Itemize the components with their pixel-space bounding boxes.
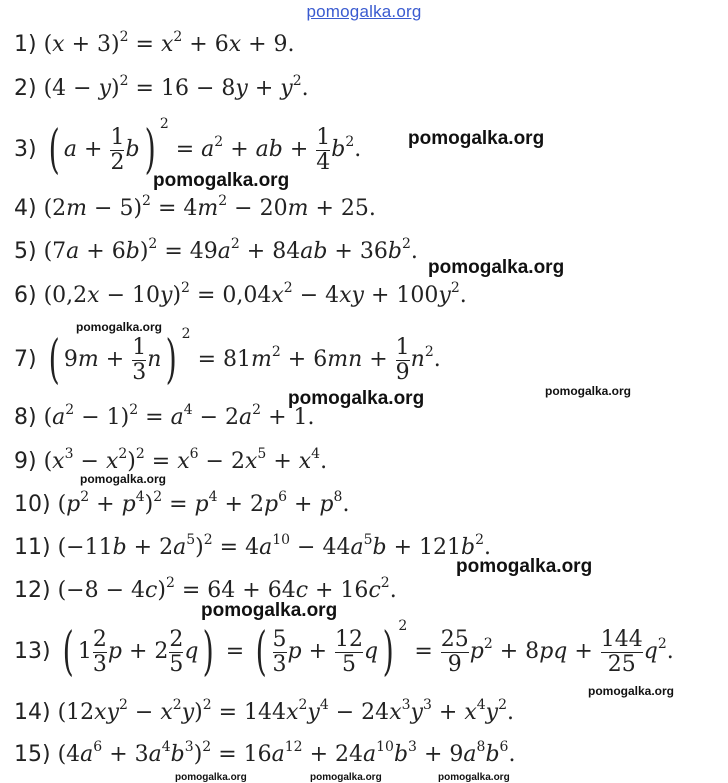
equation-7: 7) ( 9m + $\frac{1}{3}$ n) $^2 = 81m^2 + 6mn$ + $\frac{1}{9}$ $n^2$. bbox=[14, 326, 441, 390]
watermark: pomogalka.org bbox=[288, 388, 425, 409]
watermark: pomogalka.org bbox=[545, 384, 632, 398]
watermark: pomogalka.org bbox=[456, 556, 593, 577]
watermark: pomogalka.org bbox=[408, 128, 545, 149]
equation-10: 10) $(p^2 + p^4)^2 = p^4 + 2p^6 + p^8$. bbox=[14, 489, 350, 517]
equation-12: 12) $(-8 - 4c)^2 = 64 + 64c + 16c^2$. bbox=[14, 575, 397, 603]
equation-9: 9) $(x^3 - x^2)^2 = x^6 - 2x^5 + x^4$. bbox=[14, 446, 328, 474]
equation-8: 8) $(a^2 - 1)^2 = a^4 - 2a^2 + 1$. bbox=[14, 402, 315, 430]
equation-11: 11) $(-11b + 2a^5)^2 = 4a^{10} - 44a^5b + 121b^2$. bbox=[14, 532, 492, 560]
watermark: pomogalka.org bbox=[201, 600, 338, 621]
watermark: pomogalka.org bbox=[76, 320, 163, 334]
equation-6: 6) $(0,2x - 10y)^2 = 0,04x^2 - 4xy + 100y^2$. bbox=[14, 280, 467, 308]
watermark: pomogalka.org bbox=[310, 772, 382, 783]
equation-13: 13) ( 1 $\frac{2}{3}$ p + 2 $\frac{2}{5}$ q) = ( $\frac{5}{3}$ p + $\frac{12}{5}$ q) $^2$ = $\frac{25}{9}$ $p^2 + 8pq$ + $\frac{144}{25}$ $q^2$. bbox=[14, 618, 674, 682]
watermark: pomogalka.org bbox=[428, 257, 565, 278]
watermark: pomogalka.org bbox=[438, 772, 510, 783]
watermark: pomogalka.org bbox=[153, 170, 290, 191]
watermark: pomogalka.org bbox=[80, 472, 167, 486]
equation-4: 4) $(2m - 5)^2 = 4m^2 - 20m + 25$. bbox=[14, 193, 376, 221]
equation-2: 2) $(4 - y)^2 = 16 - 8y + y^2$. bbox=[14, 73, 309, 101]
equation-15: 15) $(4a^6 + 3a^4b^3)^2 = 16a^{12} + 24a^{10}b^3 + 9a^8b^6$. bbox=[14, 739, 516, 767]
watermark: pomogalka.org bbox=[588, 684, 675, 698]
equation-1: 1) $(x + 3)^2 = x^2 + 6x + 9$. bbox=[14, 29, 295, 57]
equation-5: 5) $(7a + 6b)^2 = 49a^2 + 84ab + 36b^2$. bbox=[14, 236, 418, 264]
watermark: pomogalka.org bbox=[175, 772, 247, 783]
equation-14: 14) $(12xy^2 - x^2y)^2 = 144x^2y^4 - 24x^3y^3 + x^4y^2$. bbox=[14, 697, 515, 725]
site-header-link[interactable]: pomogalka.org bbox=[306, 2, 422, 21]
equation-3: 3) ( a + $\frac{1}{2}$ b) $^2 = a^2$ + ab + $\frac{1}{4}$ $b^2$. bbox=[14, 116, 362, 180]
